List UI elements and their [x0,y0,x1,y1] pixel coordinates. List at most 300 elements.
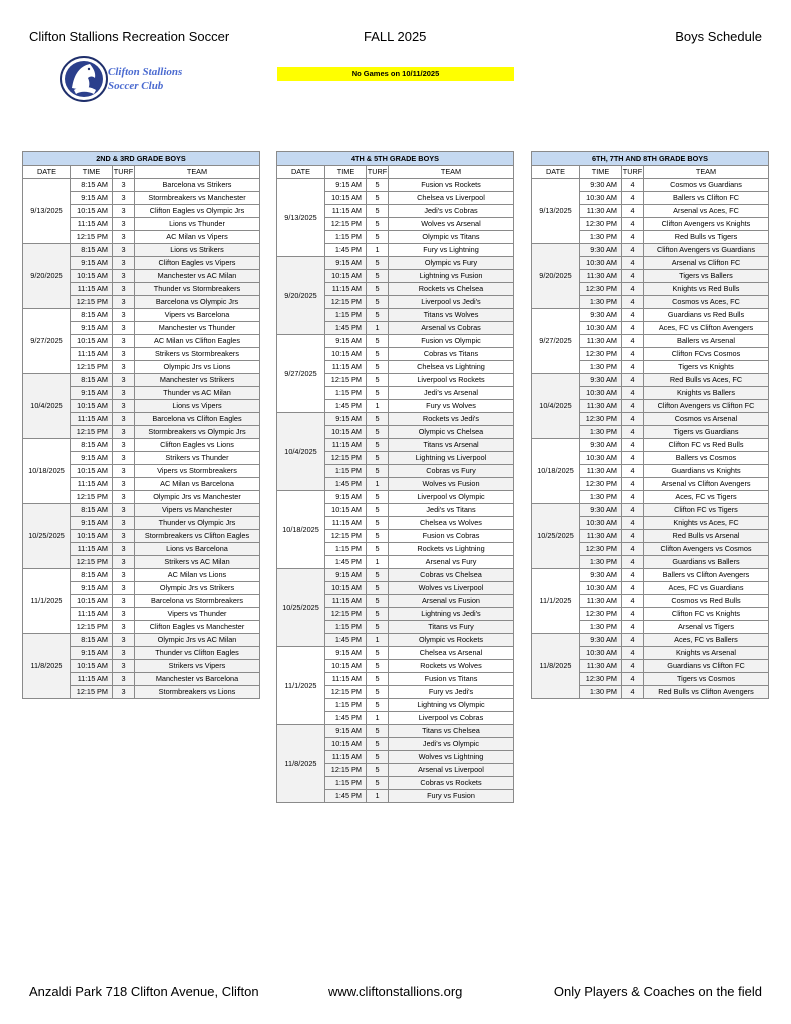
team-cell: Guardians vs Clifton FC [644,660,769,673]
turf-cell: 4 [622,270,644,283]
turf-cell: 5 [367,530,389,543]
turf-cell: 1 [367,634,389,647]
team-cell: Chelsea vs Arsenal [389,647,514,660]
time-cell: 9:15 AM [325,647,367,660]
team-cell: Fusion vs Olympic [389,335,514,348]
time-cell: 12:15 PM [325,296,367,309]
team-cell: Lightning vs Olympic [389,699,514,712]
table-row [532,374,769,387]
date-cell: 11/1/2025 [532,569,580,634]
team-cell: Rockets vs Lightning [389,543,514,556]
turf-cell: 3 [113,530,135,543]
time-cell: 1:30 PM [580,296,622,309]
team-cell: Fury vs Wolves [389,400,514,413]
turf-cell: 5 [367,660,389,673]
team-cell: Olympic vs Chelsea [389,426,514,439]
team-cell: Red Bulls vs Clifton Avengers [644,686,769,699]
turf-cell: 4 [622,192,644,205]
table-row [277,179,514,192]
time-cell: 1:30 PM [580,231,622,244]
team-cell: Stormbreakers vs Manchester [135,192,260,205]
team-cell: Red Bulls vs Tigers [644,231,769,244]
time-cell: 8:15 AM [71,179,113,192]
time-cell: 1:45 PM [325,556,367,569]
division-title: 2ND & 3RD GRADE BOYS [23,152,260,166]
turf-cell: 3 [113,478,135,491]
table-row [532,569,769,582]
time-cell: 9:15 AM [325,179,367,192]
team-cell: Barcelona vs Clifton Eagles [135,413,260,426]
date-cell: 10/18/2025 [277,491,325,569]
time-cell: 10:15 AM [325,660,367,673]
turf-cell: 4 [622,634,644,647]
turf-cell: 3 [113,504,135,517]
date-cell: 10/18/2025 [532,439,580,504]
date-cell: 10/25/2025 [23,504,71,569]
turf-cell: 3 [113,374,135,387]
time-cell: 11:30 AM [580,660,622,673]
team-cell: Arsenal vs Liverpool [389,764,514,777]
time-cell: 9:15 AM [71,517,113,530]
time-cell: 9:15 AM [71,192,113,205]
turf-cell: 5 [367,426,389,439]
turf-cell: 4 [622,621,644,634]
turf-cell: 1 [367,244,389,257]
turf-cell: 4 [622,465,644,478]
time-cell: 12:15 PM [71,426,113,439]
turf-cell: 3 [113,439,135,452]
division-title: 6TH, 7TH AND 8TH GRADE BOYS [532,152,769,166]
turf-cell: 4 [622,205,644,218]
time-cell: 1:45 PM [325,244,367,257]
turf-cell: 4 [622,218,644,231]
team-cell: Chelsea vs Wolves [389,517,514,530]
team-cell: Guardians vs Knights [644,465,769,478]
date-cell: 11/1/2025 [277,647,325,725]
time-cell: 1:15 PM [325,621,367,634]
turf-cell: 4 [622,504,644,517]
team-cell: Red Bulls vs Arsenal [644,530,769,543]
turf-cell: 3 [113,595,135,608]
team-cell: Tigers vs Ballers [644,270,769,283]
team-cell: Jedi's vs Cobras [389,205,514,218]
column-header-turf: TURF [622,166,644,179]
time-cell: 12:15 PM [71,231,113,244]
time-cell: 10:30 AM [580,387,622,400]
team-cell: Chelsea vs Liverpool [389,192,514,205]
team-cell: Aces, FC vs Tigers [644,491,769,504]
time-cell: 1:45 PM [325,634,367,647]
date-cell: 9/13/2025 [277,179,325,257]
time-cell: 9:30 AM [580,634,622,647]
turf-cell: 4 [622,387,644,400]
turf-cell: 3 [113,270,135,283]
time-cell: 11:15 AM [325,439,367,452]
time-cell: 10:15 AM [71,270,113,283]
table-row [23,569,260,582]
time-cell: 1:15 PM [325,387,367,400]
turf-cell: 4 [622,361,644,374]
turf-cell: 5 [367,777,389,790]
turf-cell: 5 [367,270,389,283]
turf-cell: 3 [113,517,135,530]
time-cell: 10:15 AM [325,582,367,595]
turf-cell: 5 [367,231,389,244]
time-cell: 8:15 AM [71,309,113,322]
team-cell: Lightning vs Fusion [389,270,514,283]
no-games-notice: No Games on 10/11/2025 [277,67,514,81]
turf-cell: 5 [367,608,389,621]
turf-cell: 4 [622,543,644,556]
time-cell: 12:15 PM [71,491,113,504]
team-cell: Fusion vs Rockets [389,179,514,192]
time-cell: 9:30 AM [580,439,622,452]
team-cell: Aces, FC vs Clifton Avengers [644,322,769,335]
turf-cell: 5 [367,452,389,465]
turf-cell: 3 [113,452,135,465]
time-cell: 10:15 AM [325,738,367,751]
table-row [277,335,514,348]
table-row [23,309,260,322]
time-cell: 9:30 AM [580,179,622,192]
turf-cell: 3 [113,634,135,647]
team-cell: Strikers vs Vipers [135,660,260,673]
time-cell: 12:15 PM [325,530,367,543]
time-cell: 9:30 AM [580,309,622,322]
time-cell: 11:15 AM [71,348,113,361]
team-cell: Lions vs Thunder [135,218,260,231]
time-cell: 12:15 PM [325,374,367,387]
turf-cell: 3 [113,621,135,634]
team-cell: Lightning vs Jedi's [389,608,514,621]
team-cell: Cosmos vs Red Bulls [644,595,769,608]
team-cell: Guardians vs Red Bulls [644,309,769,322]
table-row [23,244,260,257]
date-cell: 10/4/2025 [277,413,325,491]
date-cell: 10/4/2025 [532,374,580,439]
turf-cell: 1 [367,322,389,335]
time-cell: 12:30 PM [580,218,622,231]
turf-cell: 4 [622,530,644,543]
turf-cell: 5 [367,751,389,764]
team-cell: Wolves vs Fusion [389,478,514,491]
time-cell: 10:30 AM [580,322,622,335]
time-cell: 9:15 AM [71,257,113,270]
time-cell: 8:15 AM [71,569,113,582]
team-cell: Guardians vs Ballers [644,556,769,569]
turf-cell: 5 [367,309,389,322]
time-cell: 9:15 AM [325,257,367,270]
column-header-team: TEAM [389,166,514,179]
turf-cell: 1 [367,712,389,725]
time-cell: 1:15 PM [325,543,367,556]
time-cell: 10:15 AM [71,530,113,543]
date-cell: 9/20/2025 [23,244,71,309]
team-cell: Ballers vs Arsenal [644,335,769,348]
team-cell: Knights vs Arsenal [644,647,769,660]
time-cell: 9:15 AM [325,335,367,348]
team-cell: Liverpool vs Cobras [389,712,514,725]
table-row [277,257,514,270]
time-cell: 8:15 AM [71,374,113,387]
time-cell: 9:15 AM [71,582,113,595]
table-row [23,179,260,192]
turf-cell: 4 [622,686,644,699]
turf-cell: 3 [113,348,135,361]
team-cell: Tigers vs Knights [644,361,769,374]
column-header-time: TIME [580,166,622,179]
time-cell: 1:45 PM [325,322,367,335]
time-cell: 11:30 AM [580,205,622,218]
turf-cell: 3 [113,231,135,244]
time-cell: 12:15 PM [71,296,113,309]
team-cell: Olympic vs Fury [389,257,514,270]
table-row [23,504,260,517]
time-cell: 12:15 PM [325,764,367,777]
time-cell: 1:15 PM [325,699,367,712]
turf-cell: 3 [113,673,135,686]
time-cell: 12:15 PM [325,218,367,231]
turf-cell: 3 [113,244,135,257]
turf-cell: 4 [622,309,644,322]
column-header-date: DATE [23,166,71,179]
time-cell: 12:15 PM [71,686,113,699]
date-cell: 11/1/2025 [23,569,71,634]
turf-cell: 4 [622,660,644,673]
team-cell: Lions vs Strikers [135,244,260,257]
turf-cell: 4 [622,335,644,348]
team-cell: Strikers vs AC Milan [135,556,260,569]
column-header-time: TIME [325,166,367,179]
time-cell: 11:15 AM [71,478,113,491]
table-row [23,439,260,452]
turf-cell: 5 [367,621,389,634]
team-cell: Arsenal vs Fury [389,556,514,569]
turf-cell: 1 [367,790,389,803]
team-cell: Barcelona vs Stormbreakers [135,595,260,608]
turf-cell: 4 [622,283,644,296]
time-cell: 12:15 PM [325,686,367,699]
division-title: 4TH & 5TH GRADE BOYS [277,152,514,166]
column-header-date: DATE [532,166,580,179]
turf-cell: 4 [622,439,644,452]
team-cell: Cosmos vs Guardians [644,179,769,192]
time-cell: 10:15 AM [71,660,113,673]
table-row [277,491,514,504]
schedule-table-4th-5th [276,151,514,803]
turf-cell: 5 [367,504,389,517]
date-cell: 9/13/2025 [23,179,71,244]
team-cell: Cosmos vs Aces, FC [644,296,769,309]
time-cell: 11:15 AM [71,218,113,231]
team-cell: AC Milan vs Lions [135,569,260,582]
team-cell: Aces, FC vs Guardians [644,582,769,595]
time-cell: 10:15 AM [325,504,367,517]
team-cell: Rockets vs Chelsea [389,283,514,296]
turf-cell: 5 [367,738,389,751]
time-cell: 1:15 PM [325,777,367,790]
team-cell: Arsenal vs Clifton FC [644,257,769,270]
turf-cell: 5 [367,348,389,361]
time-cell: 12:30 PM [580,543,622,556]
turf-cell: 5 [367,582,389,595]
team-cell: Olympic vs Titans [389,231,514,244]
time-cell: 12:15 PM [71,621,113,634]
time-cell: 12:30 PM [580,673,622,686]
team-cell: Arsenal vs Fusion [389,595,514,608]
time-cell: 11:15 AM [325,595,367,608]
time-cell: 12:30 PM [580,608,622,621]
time-cell: 11:15 AM [71,673,113,686]
time-cell: 9:15 AM [71,322,113,335]
column-header-team: TEAM [135,166,260,179]
date-cell: 11/8/2025 [23,634,71,699]
team-cell: Thunder vs Olympic Jrs [135,517,260,530]
turf-cell: 4 [622,556,644,569]
header-org-name: Clifton Stallions Recreation Soccer [29,29,230,44]
turf-cell: 3 [113,608,135,621]
turf-cell: 4 [622,608,644,621]
turf-cell: 4 [622,647,644,660]
turf-cell: 5 [367,569,389,582]
team-cell: Vipers vs Thunder [135,608,260,621]
team-cell: Tigers vs Cosmos [644,673,769,686]
date-cell: 10/25/2025 [277,569,325,647]
team-cell: Knights vs Red Bulls [644,283,769,296]
time-cell: 10:30 AM [580,452,622,465]
team-cell: Thunder vs AC Milan [135,387,260,400]
time-cell: 1:30 PM [580,686,622,699]
table-row [277,569,514,582]
team-cell: Vipers vs Barcelona [135,309,260,322]
team-cell: Titans vs Arsenal [389,439,514,452]
turf-cell: 5 [367,647,389,660]
time-cell: 1:45 PM [325,400,367,413]
time-cell: 12:30 PM [580,348,622,361]
time-cell: 10:30 AM [580,257,622,270]
turf-cell: 5 [367,361,389,374]
time-cell: 1:15 PM [325,309,367,322]
time-cell: 10:30 AM [580,517,622,530]
time-cell: 10:15 AM [325,192,367,205]
turf-cell: 5 [367,387,389,400]
time-cell: 10:15 AM [325,270,367,283]
team-cell: Wolves vs Lightning [389,751,514,764]
team-cell: Arsenal vs Cobras [389,322,514,335]
turf-cell: 4 [622,257,644,270]
team-cell: Barcelona vs Olympic Jrs [135,296,260,309]
time-cell: 12:30 PM [580,283,622,296]
time-cell: 1:30 PM [580,491,622,504]
team-cell: AC Milan vs Clifton Eagles [135,335,260,348]
time-cell: 9:30 AM [580,569,622,582]
schedule-table-6th-7th-8th [531,151,769,699]
team-cell: Barcelona vs Strikers [135,179,260,192]
team-cell: Aces, FC vs Ballers [644,634,769,647]
team-cell: Cobras vs Chelsea [389,569,514,582]
turf-cell: 3 [113,426,135,439]
time-cell: 9:30 AM [580,504,622,517]
turf-cell: 3 [113,400,135,413]
header-schedule-title: Boys Schedule [675,29,762,44]
team-cell: Chelsea vs Lightning [389,361,514,374]
team-cell: Clifton Avengers vs Guardians [644,244,769,257]
turf-cell: 4 [622,569,644,582]
turf-cell: 3 [113,309,135,322]
turf-cell: 5 [367,335,389,348]
team-cell: Clifton FCvs Cosmos [644,348,769,361]
time-cell: 9:15 AM [325,725,367,738]
turf-cell: 1 [367,400,389,413]
column-header-date: DATE [277,166,325,179]
turf-cell: 3 [113,686,135,699]
club-logo [60,54,190,104]
team-cell: Tigers vs Guardians [644,426,769,439]
team-cell: Manchester vs Thunder [135,322,260,335]
turf-cell: 4 [622,595,644,608]
time-cell: 1:15 PM [325,465,367,478]
turf-cell: 3 [113,296,135,309]
time-cell: 11:15 AM [325,283,367,296]
team-cell: Olympic Jrs vs Strikers [135,582,260,595]
team-cell: Wolves vs Arsenal [389,218,514,231]
team-cell: Wolves vs Liverpool [389,582,514,595]
footer-notice: Only Players & Coaches on the field [553,984,762,999]
turf-cell: 3 [113,556,135,569]
team-cell: Fury vs Fusion [389,790,514,803]
time-cell: 9:15 AM [325,491,367,504]
table-row [532,179,769,192]
turf-cell: 3 [113,582,135,595]
team-cell: AC Milan vs Vipers [135,231,260,244]
team-cell: Arsenal vs Aces, FC [644,205,769,218]
team-cell: Liverpool vs Jedi's [389,296,514,309]
time-cell: 12:15 PM [325,608,367,621]
time-cell: 1:45 PM [325,790,367,803]
turf-cell: 3 [113,361,135,374]
turf-cell: 4 [622,179,644,192]
table-row [23,374,260,387]
team-cell: Red Bulls vs Aces, FC [644,374,769,387]
table-row [277,725,514,738]
time-cell: 11:15 AM [325,361,367,374]
time-cell: 10:15 AM [71,400,113,413]
turf-cell: 3 [113,322,135,335]
column-header-turf: TURF [367,166,389,179]
team-cell: Cobras vs Rockets [389,777,514,790]
team-cell: Rockets vs Jedi's [389,413,514,426]
column-header-turf: TURF [113,166,135,179]
team-cell: Jedi's vs Olympic [389,738,514,751]
turf-cell: 5 [367,725,389,738]
time-cell: 9:15 AM [325,569,367,582]
team-cell: Knights vs Aces, FC [644,517,769,530]
team-cell: Clifton Avengers vs Knights [644,218,769,231]
team-cell: Clifton Avengers vs Clifton FC [644,400,769,413]
turf-cell: 1 [367,556,389,569]
team-cell: Clifton Avengers vs Cosmos [644,543,769,556]
team-cell: Ballers vs Cosmos [644,452,769,465]
table-row [532,309,769,322]
time-cell: 11:15 AM [71,543,113,556]
team-cell: Cosmos vs Arsenal [644,413,769,426]
turf-cell: 3 [113,647,135,660]
time-cell: 11:30 AM [580,530,622,543]
turf-cell: 3 [113,413,135,426]
date-cell: 9/20/2025 [277,257,325,335]
turf-cell: 5 [367,413,389,426]
date-cell: 9/13/2025 [532,179,580,244]
